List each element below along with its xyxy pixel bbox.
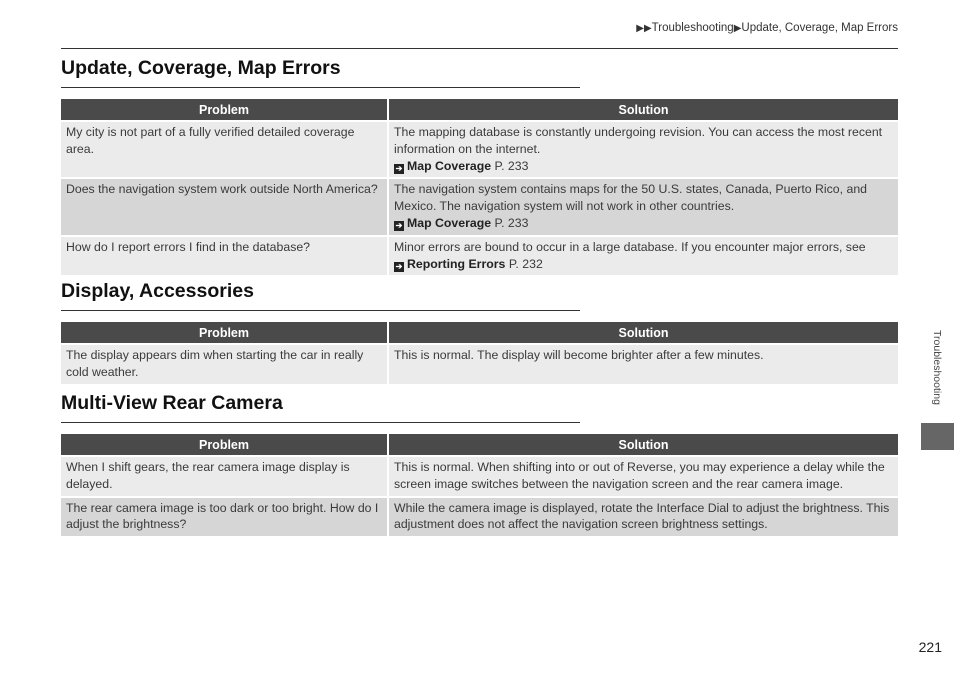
breadcrumb-page: Update, Coverage, Map Errors <box>741 22 898 34</box>
breadcrumb <box>636 22 898 34</box>
table-row <box>61 456 898 497</box>
section-rear-camera <box>61 392 898 536</box>
section-update-coverage <box>61 57 898 275</box>
cross-reference-link[interactable] <box>394 256 893 273</box>
problem-cell: How do I report errors I find in the database? <box>61 236 388 276</box>
reference-title: Map Coverage <box>407 215 492 230</box>
table-header-row <box>61 99 898 121</box>
reference-title: Map Coverage <box>407 158 492 173</box>
column-header-problem: Problem <box>61 99 388 121</box>
cross-reference-link[interactable] <box>394 215 893 232</box>
cross-reference-link[interactable] <box>394 158 893 175</box>
solution-text: The navigation system contains maps for the 50 U.S. states, Canada, Puerto Rico, and Mexico. The navigation system will not work in other countries. <box>394 182 867 214</box>
table-row <box>61 344 898 384</box>
section-divider <box>61 422 580 423</box>
solution-cell <box>388 236 898 276</box>
problem-cell: Does the navigation system work outside North America? <box>61 178 388 235</box>
troubleshooting-table <box>61 322 898 384</box>
reference-arrow-icon: ➔ <box>395 163 403 173</box>
solution-cell <box>388 121 898 178</box>
solution-cell <box>388 178 898 235</box>
table-row <box>61 178 898 235</box>
header-divider <box>61 48 898 49</box>
page-number: 221 <box>918 639 942 655</box>
breadcrumb-section[interactable]: Troubleshooting <box>651 22 734 34</box>
solution-cell: This is normal. When shifting into or out of Reverse, you may experience a delay while the screen image switches between the navigation screen and the rear camera image. <box>388 456 898 497</box>
triangle-right-icon: ▶ <box>733 23 742 34</box>
solution-cell: This is normal. The display will become brighter after a few minutes. <box>388 344 898 384</box>
side-chapter-label: Troubleshooting <box>931 330 943 405</box>
section-title: Update, Coverage, Map Errors <box>61 57 341 79</box>
column-header-problem: Problem <box>61 434 388 456</box>
section-divider <box>61 87 580 88</box>
column-header-solution: Solution <box>388 99 898 121</box>
section-display-accessories <box>61 280 898 384</box>
column-header-solution: Solution <box>388 434 898 456</box>
solution-text: Minor errors are bound to occur in a large database. If you encounter major errors, see <box>394 239 866 254</box>
reference-page: P. 233 <box>494 215 529 230</box>
reference-title: Reporting Errors <box>407 256 506 271</box>
reference-arrow-icon: ➔ <box>395 261 403 271</box>
troubleshooting-table <box>61 434 898 536</box>
column-header-solution: Solution <box>388 322 898 344</box>
table-row <box>61 236 898 276</box>
reference-page: P. 233 <box>494 158 529 173</box>
triangle-right-icon: ▶▶ <box>636 23 652 34</box>
problem-cell: The display appears dim when starting the car in really cold weather. <box>61 344 388 384</box>
solution-text: The mapping database is constantly undergoing revision. You can access the most recent information on the internet. <box>394 125 883 156</box>
chapter-tab[interactable] <box>921 423 954 450</box>
problem-cell: My city is not part of a fully verified detailed coverage area. <box>61 121 388 178</box>
reference-page: P. 232 <box>508 256 543 271</box>
problem-cell: When I shift gears, the rear camera image display is delayed. <box>61 456 388 497</box>
section-title: Multi-View Rear Camera <box>61 392 283 414</box>
table-header-row <box>61 322 898 344</box>
troubleshooting-table <box>61 99 898 275</box>
table-row <box>61 121 898 178</box>
reference-arrow-icon: ➔ <box>395 220 403 230</box>
table-row <box>61 497 898 537</box>
problem-cell: The rear camera image is too dark or too bright. How do I adjust the brightness? <box>61 497 388 537</box>
table-header-row <box>61 434 898 456</box>
section-title: Display, Accessories <box>61 280 254 302</box>
section-divider <box>61 310 580 311</box>
column-header-problem: Problem <box>61 322 388 344</box>
solution-cell: While the camera image is displayed, rotate the Interface Dial to adjust the brightness. This adjustment does not affect the navigation screen brightness settings. <box>388 497 898 537</box>
